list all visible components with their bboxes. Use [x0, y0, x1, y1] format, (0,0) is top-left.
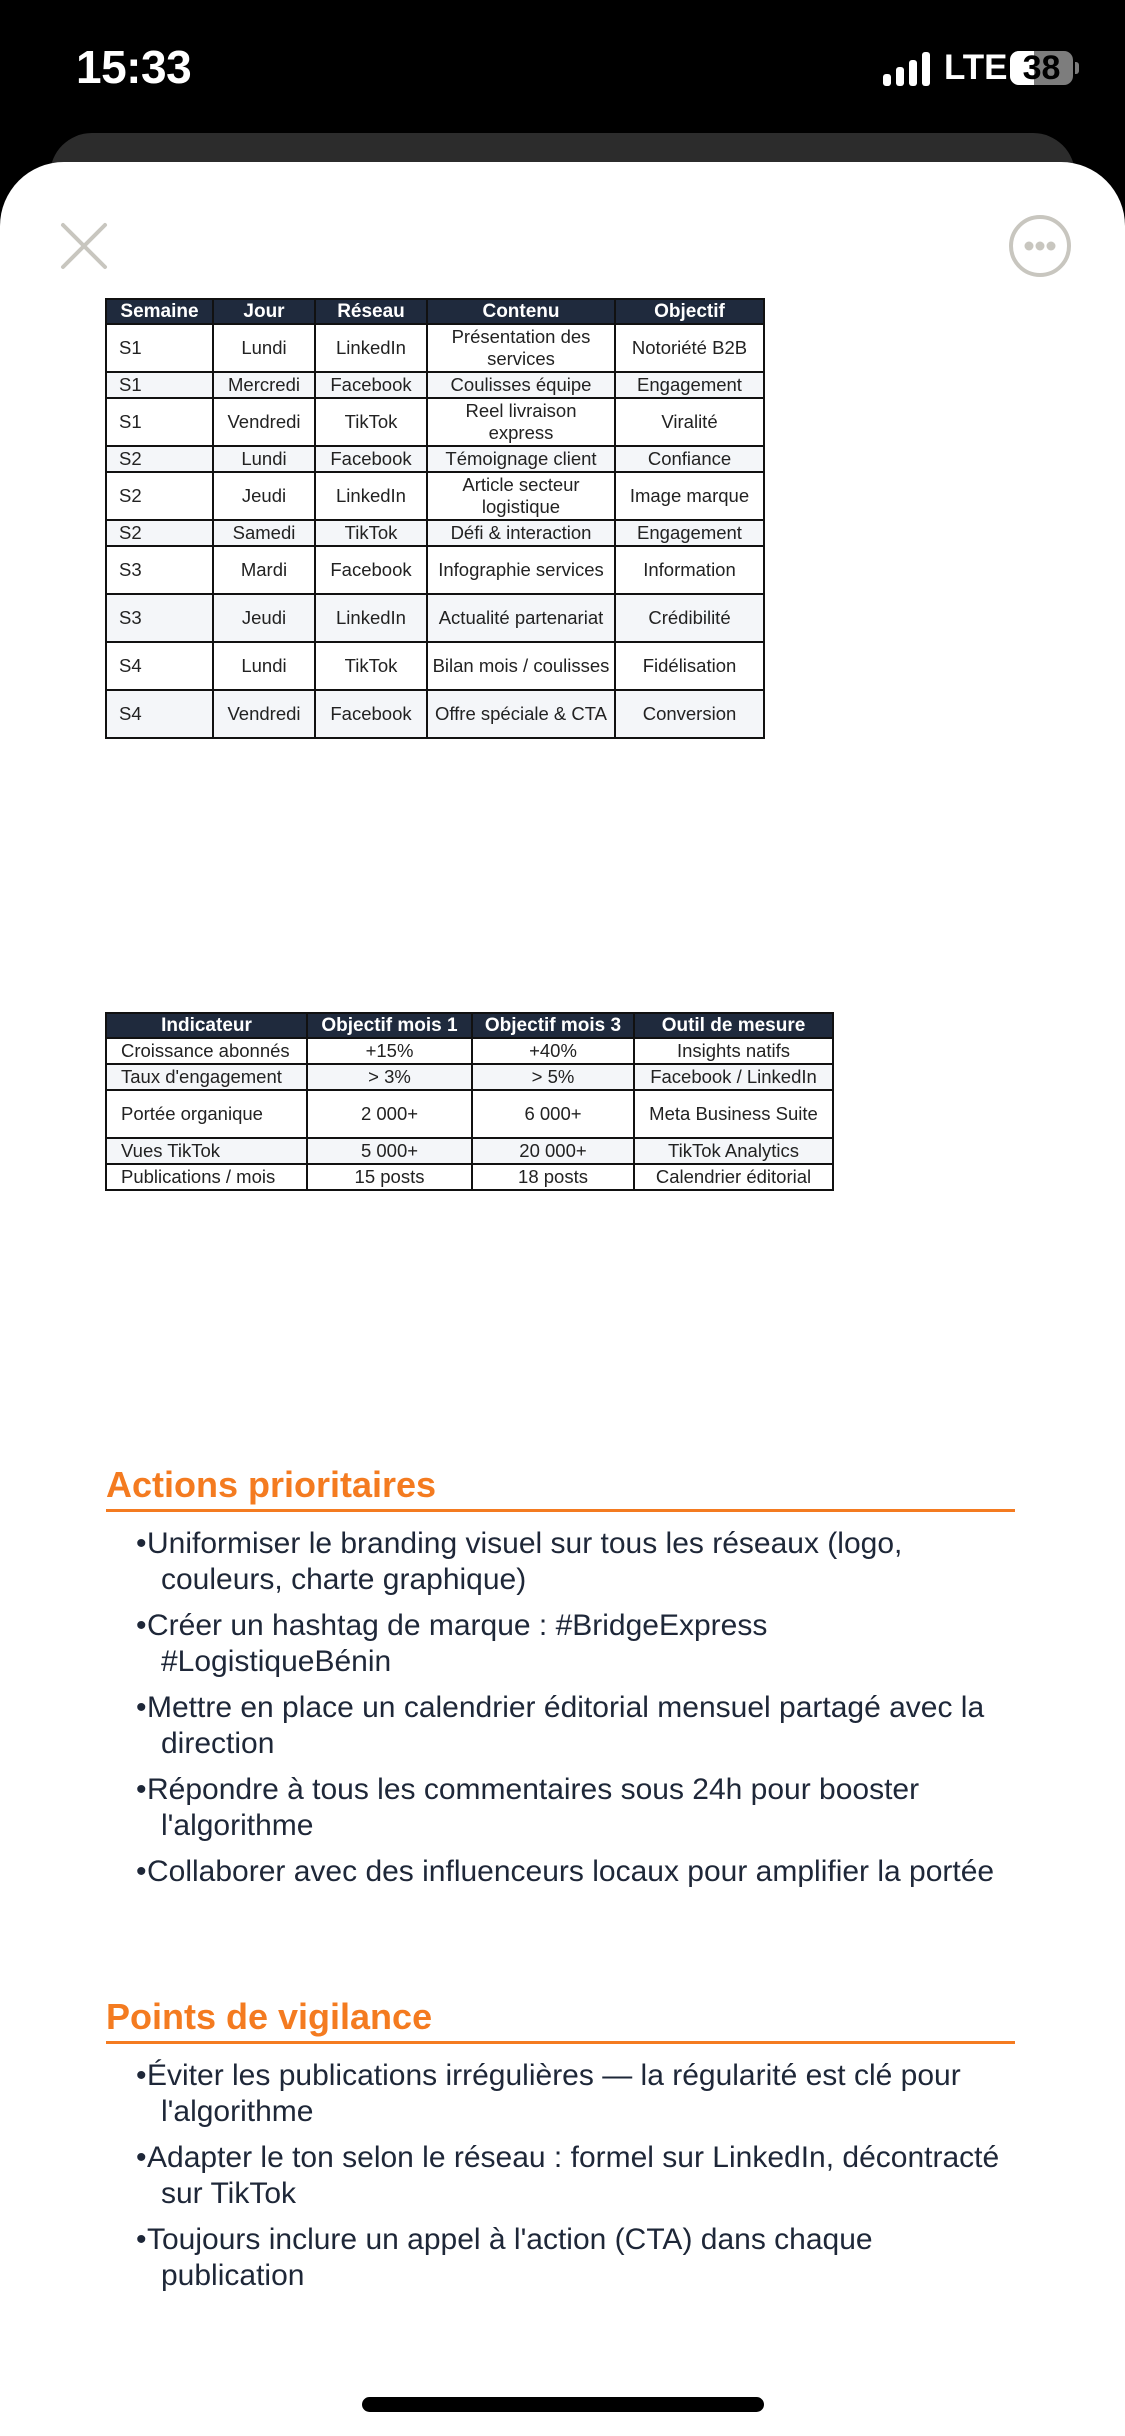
header-objectif-mois-3: Objectif mois 3	[472, 1013, 634, 1038]
close-button[interactable]	[58, 220, 110, 272]
table-row	[106, 594, 764, 642]
points-vigilance-section	[106, 1996, 1015, 2304]
bullet-icon: •	[136, 1527, 147, 1560]
section-title: Actions prioritaires	[106, 1464, 1015, 1512]
list-item-text: Adapter le ton selon le réseau : formel sur LinkedIn, décontracté sur TikTok	[147, 2141, 1000, 2210]
table-row	[106, 324, 764, 372]
table-cell: Vendredi	[213, 690, 315, 738]
close-icon	[58, 220, 110, 272]
table-cell: S1	[106, 372, 213, 398]
list-item-text: Collaborer avec des influenceurs locaux pour amplifier la portée	[147, 1855, 995, 1888]
table-cell: Vendredi	[213, 398, 315, 446]
bullet-icon: •	[136, 2223, 147, 2256]
table-cell: Bilan mois / coulisses	[427, 642, 615, 690]
table-cell: Actualité partenariat	[427, 594, 615, 642]
table-cell: 5 000+	[307, 1138, 472, 1164]
table-cell: 2 000+	[307, 1090, 472, 1138]
table-row	[106, 1064, 833, 1090]
table-cell: Croissance abonnés	[106, 1038, 307, 1064]
status-bar	[0, 0, 1125, 130]
table-cell: Crédibilité	[615, 594, 764, 642]
table-cell: Témoignage client	[427, 446, 615, 472]
table-cell: Mardi	[213, 546, 315, 594]
table-cell: Reel livraison express	[427, 398, 615, 446]
table-cell: Infographie services	[427, 546, 615, 594]
table-row	[106, 1090, 833, 1138]
actions-prioritaires-section	[106, 1464, 1015, 1900]
table-cell: Lundi	[213, 642, 315, 690]
table-row	[106, 446, 764, 472]
table-cell: Lundi	[213, 446, 315, 472]
table-cell: Notoriété B2B	[615, 324, 764, 372]
table-row	[106, 520, 764, 546]
table-cell: Image marque	[615, 472, 764, 520]
table-cell: Confiance	[615, 446, 764, 472]
table-cell: Jeudi	[213, 472, 315, 520]
bullet-icon: •	[136, 1609, 147, 1642]
actions-list	[106, 1526, 1015, 1890]
list-item-text: Répondre à tous les commentaires sous 24h pour booster l'algorithme	[147, 1773, 920, 1842]
table-header-row	[106, 1013, 833, 1038]
table-cell: Meta Business Suite	[634, 1090, 833, 1138]
editorial-calendar-table	[105, 298, 765, 739]
table-cell: Publications / mois	[106, 1164, 307, 1190]
table-cell: S2	[106, 446, 213, 472]
table-cell: +40%	[472, 1038, 634, 1064]
header-indicateur: Indicateur	[106, 1013, 307, 1038]
table-cell: S1	[106, 324, 213, 372]
table-cell: Article secteur logistique	[427, 472, 615, 520]
table-cell: Conversion	[615, 690, 764, 738]
table-cell: Offre spéciale & CTA	[427, 690, 615, 738]
table-cell: Mercredi	[213, 372, 315, 398]
table-row	[106, 1138, 833, 1164]
table-cell: S2	[106, 472, 213, 520]
table-cell: Facebook	[315, 546, 427, 594]
table-cell: Lundi	[213, 324, 315, 372]
list-item	[106, 1854, 1015, 1890]
table-cell: LinkedIn	[315, 324, 427, 372]
table-cell: S4	[106, 690, 213, 738]
bullet-icon: •	[136, 1691, 147, 1724]
status-time: 15:33	[76, 41, 192, 93]
table-cell: Facebook	[315, 446, 427, 472]
table-row	[106, 690, 764, 738]
table-cell: S3	[106, 594, 213, 642]
header-objectif: Objectif	[615, 299, 764, 324]
list-item-text: Mettre en place un calendrier éditorial mensuel partagé avec la direction	[147, 1691, 985, 1760]
table-row	[106, 1164, 833, 1190]
more-ellipsis-icon	[1008, 214, 1072, 278]
list-item-text: Éviter les publications irrégulières — la régularité est clé pour l'algorithme	[147, 2059, 961, 2128]
header-jour: Jour	[213, 299, 315, 324]
kpi-table	[105, 1012, 834, 1191]
table-cell: S1	[106, 398, 213, 446]
table-row	[106, 1038, 833, 1064]
table-cell: S4	[106, 642, 213, 690]
table-cell: TikTok Analytics	[634, 1138, 833, 1164]
table-cell: Jeudi	[213, 594, 315, 642]
bullet-icon: •	[136, 2141, 147, 2174]
table-cell: S2	[106, 520, 213, 546]
table-cell: LinkedIn	[315, 472, 427, 520]
table-row	[106, 472, 764, 520]
header-reseau: Réseau	[315, 299, 427, 324]
table-row	[106, 642, 764, 690]
list-item	[106, 2140, 1015, 2212]
table-cell: +15%	[307, 1038, 472, 1064]
list-item	[106, 1526, 1015, 1598]
bullet-icon: •	[136, 2059, 147, 2092]
table-cell: Calendrier éditorial	[634, 1164, 833, 1190]
table-row	[106, 398, 764, 446]
table-cell: Insights natifs	[634, 1038, 833, 1064]
table-cell: Portée organique	[106, 1090, 307, 1138]
table-cell: Fidélisation	[615, 642, 764, 690]
table-header-row	[106, 299, 764, 324]
table-cell: Facebook / LinkedIn	[634, 1064, 833, 1090]
table-cell: Coulisses équipe	[427, 372, 615, 398]
list-item-text: Toujours inclure un appel à l'action (CTA) dans chaque publication	[147, 2223, 873, 2292]
battery-cap	[1075, 62, 1079, 74]
signal-strength-icon	[883, 52, 933, 86]
table-cell: 20 000+	[472, 1138, 634, 1164]
table-cell: Taux d'engagement	[106, 1064, 307, 1090]
table-cell: Facebook	[315, 372, 427, 398]
table-cell: Défi & interaction	[427, 520, 615, 546]
table-cell: 15 posts	[307, 1164, 472, 1190]
list-item-text: Uniformiser le branding visuel sur tous les réseaux (logo, couleurs, charte graphique)	[147, 1527, 903, 1596]
header-semaine: Semaine	[106, 299, 213, 324]
network-type: LTE	[944, 48, 1008, 87]
list-item	[106, 2222, 1015, 2294]
table-cell: Présentation des services	[427, 324, 615, 372]
bullet-icon: •	[136, 1855, 147, 1888]
bullet-icon: •	[136, 1773, 147, 1806]
table-cell: > 3%	[307, 1064, 472, 1090]
table-cell: TikTok	[315, 520, 427, 546]
table-cell: Engagement	[615, 372, 764, 398]
table-cell: Engagement	[615, 520, 764, 546]
table-cell: > 5%	[472, 1064, 634, 1090]
table-row	[106, 372, 764, 398]
table-cell: TikTok	[315, 642, 427, 690]
table-cell: TikTok	[315, 398, 427, 446]
more-options-button[interactable]	[1008, 214, 1072, 278]
list-item	[106, 2058, 1015, 2130]
header-outil-mesure: Outil de mesure	[634, 1013, 833, 1038]
section-title: Points de vigilance	[106, 1996, 1015, 2044]
table-cell: Viralité	[615, 398, 764, 446]
table-cell: Facebook	[315, 690, 427, 738]
table-cell: S3	[106, 546, 213, 594]
battery-icon	[1010, 51, 1073, 85]
table-cell: Samedi	[213, 520, 315, 546]
table-cell: Vues TikTok	[106, 1138, 307, 1164]
home-indicator[interactable]	[362, 2397, 764, 2412]
table-cell: LinkedIn	[315, 594, 427, 642]
list-item-text: Créer un hashtag de marque : #BridgeExpress #LogistiqueBénin	[147, 1609, 768, 1678]
table-cell: Information	[615, 546, 764, 594]
list-item	[106, 1772, 1015, 1844]
list-item	[106, 1690, 1015, 1762]
table-row	[106, 546, 764, 594]
list-item	[106, 1608, 1015, 1680]
header-contenu: Contenu	[427, 299, 615, 324]
vigilance-list	[106, 2058, 1015, 2294]
battery-percent: 38	[1022, 51, 1061, 85]
table-cell: 6 000+	[472, 1090, 634, 1138]
header-objectif-mois-1: Objectif mois 1	[307, 1013, 472, 1038]
table-cell: 18 posts	[472, 1164, 634, 1190]
